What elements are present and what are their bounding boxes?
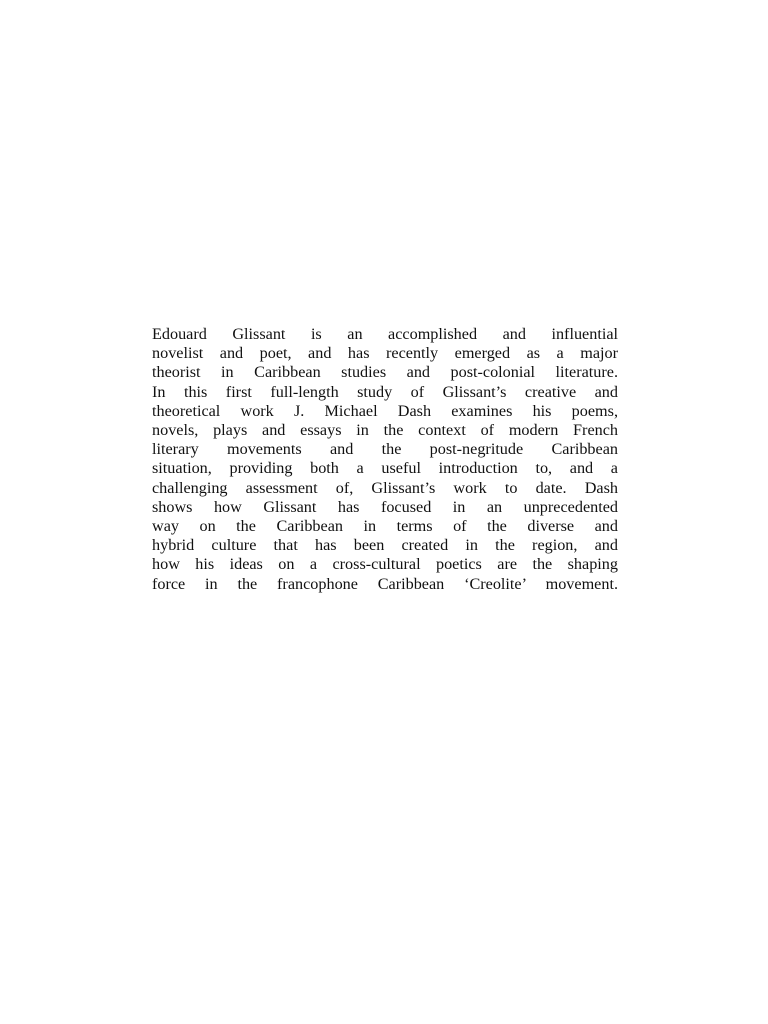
book-blurb-paragraph xyxy=(152,325,618,594)
blurb-line: In this first full-length study of Glissant’s creative and xyxy=(152,382,618,401)
blurb-line: how his ideas on a cross-cultural poetics are the shaping xyxy=(152,555,618,574)
blurb-line: shows how Glissant has focused in an unprecedented xyxy=(152,497,618,516)
blurb-line: novels, plays and essays in the context of modern French xyxy=(152,421,618,440)
blurb-line: situation, providing both a useful introduction to, and a xyxy=(152,459,618,478)
blurb-line: challenging assessment of, Glissant’s work to date. Dash xyxy=(152,478,618,497)
blurb-line: Edouard Glissant is an accomplished and influential xyxy=(152,325,618,343)
blurb-line: theoretical work J. Michael Dash examines his poems, xyxy=(152,401,618,420)
blurb-line: theorist in Caribbean studies and post-colonial literature. xyxy=(152,363,618,382)
blurb-line: force in the francophone Caribbean ‘Creolite’ movement. xyxy=(152,574,618,593)
blurb-line: way on the Caribbean in terms of the diverse and xyxy=(152,517,618,536)
blurb-line: literary movements and the post-negritude Caribbean xyxy=(152,440,618,459)
blurb-line: novelist and poet, and has recently emerged as a major xyxy=(152,344,618,363)
blurb-line: hybrid culture that has been created in the region, and xyxy=(152,536,618,555)
